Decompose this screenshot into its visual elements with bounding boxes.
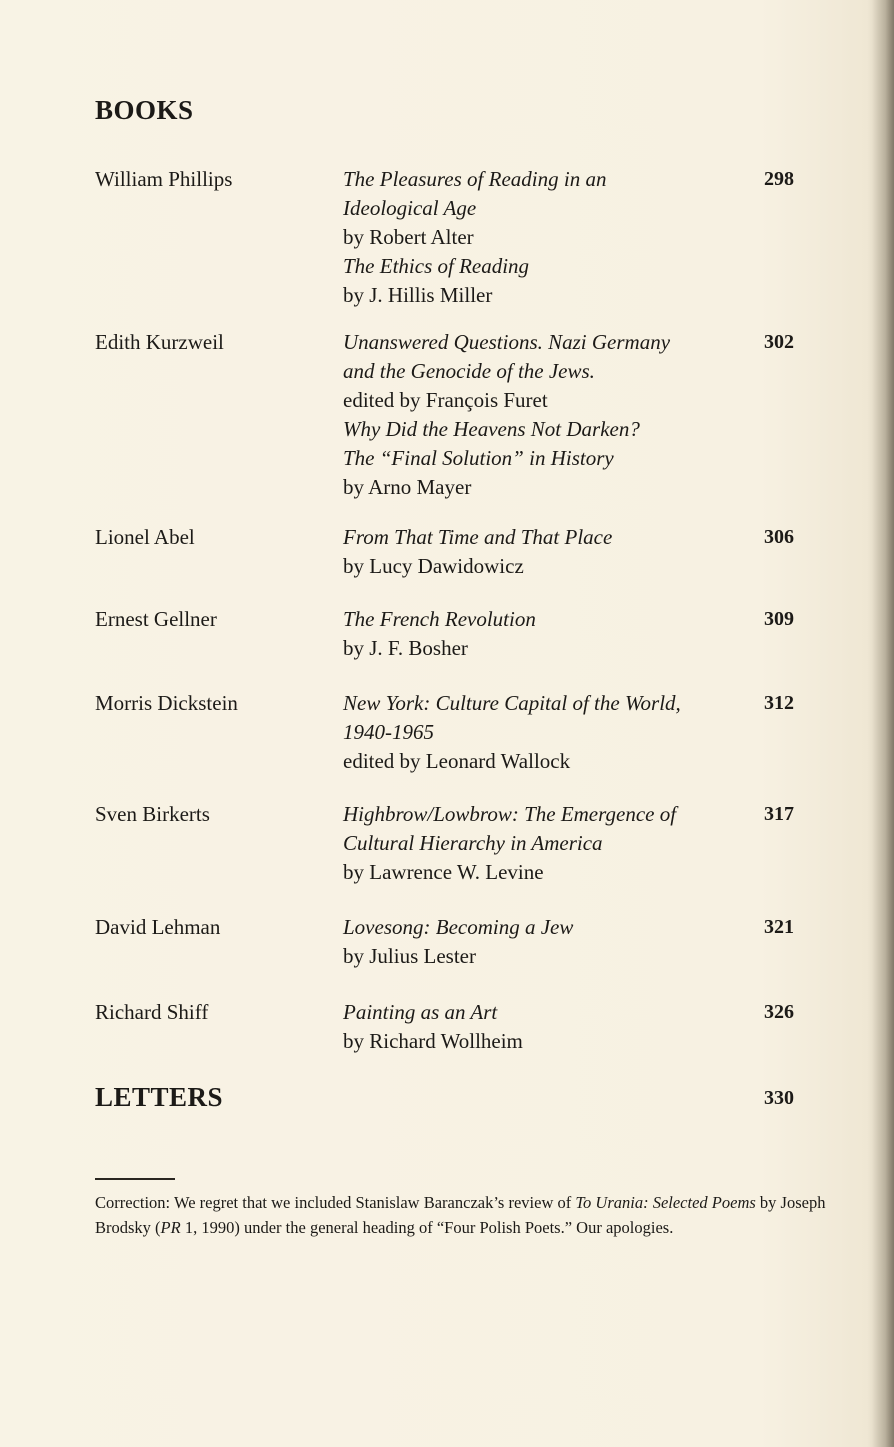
- book-title-line: Ideological Age: [343, 196, 477, 220]
- correction-text: by Joseph Brodsky (: [95, 1193, 826, 1237]
- reviewer-name: Lionel Abel: [95, 525, 195, 549]
- review-books: [343, 523, 743, 581]
- letters-page-number: 330: [764, 1087, 794, 1109]
- correction-text: 1, 1990) under the general heading of “Four Polish Poets.” Our apologies.: [180, 1218, 674, 1237]
- book-title-line: and the Genocide of the Jews.: [343, 359, 595, 383]
- book-title-line: Cultural Hierarchy in America: [343, 831, 603, 855]
- review-books: [343, 998, 743, 1056]
- book-title-line: The Pleasures of Reading in an: [343, 167, 607, 191]
- reviewer-name: William Phillips: [95, 167, 233, 191]
- book-author-line: by Robert Alter: [343, 225, 474, 249]
- page-number: 317: [764, 803, 794, 825]
- page-number: 312: [764, 692, 794, 714]
- letters-heading: LETTERS: [95, 1082, 224, 1112]
- correction-book-title: To Urania: Selected Poems: [575, 1193, 756, 1212]
- reviewer-name: Ernest Gellner: [95, 607, 217, 631]
- book-title-line: The French Revolution: [343, 607, 536, 631]
- book-author-line: by Lucy Dawidowicz: [343, 554, 524, 578]
- correction-journal: PR: [160, 1218, 181, 1237]
- book-author-line: by J. F. Bosher: [343, 636, 468, 660]
- book-author-line: by Julius Lester: [343, 944, 476, 968]
- book-author-line: by J. Hillis Miller: [343, 283, 493, 307]
- footnote-rule: [95, 1178, 175, 1180]
- correction-text: Correction: We regret that we included Stanislaw Baranczak’s review of: [95, 1193, 576, 1212]
- review-books: [343, 328, 743, 502]
- book-title-line: Unanswered Questions. Nazi Germany: [343, 330, 671, 354]
- page-edge-shadow: [872, 0, 894, 1447]
- book-author-line: edited by François Furet: [343, 388, 548, 412]
- book-author-line: by Arno Mayer: [343, 475, 472, 499]
- reviewer-name: Richard Shiff: [95, 1000, 209, 1024]
- reviewer-name: David Lehman: [95, 915, 221, 939]
- book-title-line: Why Did the Heavens Not Darken?: [343, 417, 640, 441]
- book-title-line: The Ethics of Reading: [343, 254, 530, 278]
- book-title-line: Highbrow/Lowbrow: The Emergence of: [343, 802, 677, 826]
- book-author-line: by Richard Wollheim: [343, 1029, 523, 1053]
- book-title-line: The “Final Solution” in History: [343, 446, 614, 470]
- book-author-line: by Lawrence W. Levine: [343, 860, 544, 884]
- page-number: 302: [764, 331, 794, 353]
- page-number: 306: [764, 526, 794, 548]
- reviewer-name: Sven Birkerts: [95, 802, 210, 826]
- book-title-line: 1940-1965: [343, 720, 434, 744]
- review-books: [343, 605, 743, 663]
- page-number: 309: [764, 608, 794, 630]
- review-books: [343, 165, 743, 310]
- page-number: 321: [764, 916, 794, 938]
- book-title-line: From That Time and That Place: [343, 525, 613, 549]
- page-number: 298: [764, 168, 794, 190]
- page-number: 326: [764, 1001, 794, 1023]
- correction-note: [95, 1190, 865, 1240]
- review-books: [343, 689, 743, 776]
- books-heading: BOOKS: [95, 95, 194, 125]
- reviewer-name: Morris Dickstein: [95, 691, 238, 715]
- reviewer-name: Edith Kurzweil: [95, 330, 224, 354]
- review-books: [343, 800, 743, 887]
- book-title-line: New York: Culture Capital of the World,: [343, 691, 681, 715]
- book-author-line: edited by Leonard Wallock: [343, 749, 571, 773]
- review-books: [343, 913, 743, 971]
- book-title-line: Painting as an Art: [343, 1000, 498, 1024]
- book-title-line: Lovesong: Becoming a Jew: [343, 915, 574, 939]
